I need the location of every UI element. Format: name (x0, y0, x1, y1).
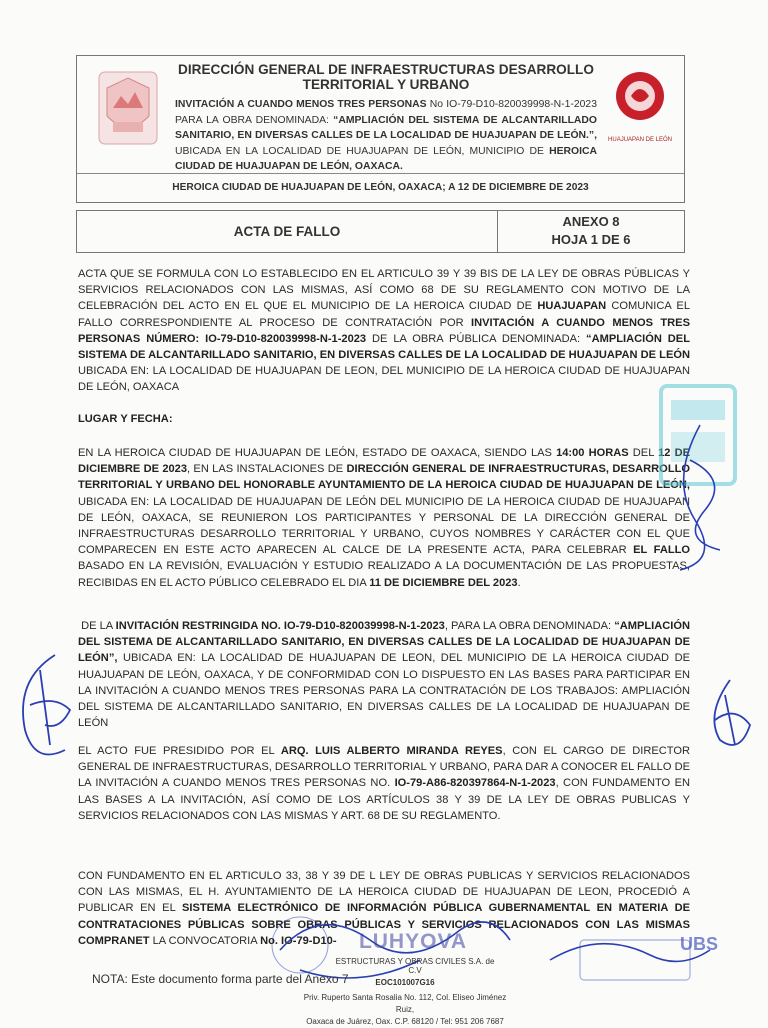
paragraph-place-date (78, 445, 690, 591)
signature-right (700, 675, 760, 755)
p4-director-name: ARQ. LUIS ALBERTO MIRANDA REYES (280, 745, 503, 757)
acta-title-box (76, 210, 685, 253)
invitation-lead: INVITACIÓN A CUANDO MENOS TRES PERSONAS (175, 99, 427, 110)
p4-text-c: , CON EL CARGO DE DIRECTOR GENERAL DE INFRAESTRUCTURAS, DESARROLLO TERRITORIAL Y URBANO, PARA DAR A CONOCER EL FALLO DE LA INVITACIÓN A CUANDO MENOS TRES PERSONAS NO. (78, 745, 690, 790)
p3-text-c: , PARA LA OBRA DENOMINADA: (444, 620, 612, 632)
huajuapan-logo (605, 68, 675, 156)
p2-time: 14:00 HORAS (556, 447, 629, 459)
p1-text-c: COMUNICA EL FALLO CORRESPONDIENTE AL PROCESO DE CONTRATACIÓN POR (78, 300, 690, 329)
company-address (300, 992, 510, 1028)
p2-text-e: , EN LAS INSTALACIONES DE (187, 463, 344, 476)
annex-number: ANEXO 8 (562, 214, 620, 229)
p1-invitation: INVITACIÓN A CUANDO MENOS TRES PERSONAS NÚMERO: IO-79-D10-820039998-N-1-2023 (78, 316, 690, 345)
address-line-2: Oaxaca de Juárez, Oax. C.P. 68120 / Tel: 951 206 7687 (306, 1017, 504, 1026)
paragraph-invitation (78, 618, 690, 731)
p2-directorate: DIRECCIÓN GENERAL DE INFRAESTRUCTURAS, DESARROLLO TERRITORIAL Y URBANO DEL HONORABLE AYUNTAMIENTO DE LA HEROICA CIUDAD DE HUAJUAPAN DE LEÓN, (78, 463, 690, 492)
p2-text-g: UBICADA EN: LA LOCALIDAD DE HUAJUAPAN DE LEÓN DEL MUNICIPIO DE LA HEROICA CIUDAD DE HUAJUAPAN DE LEÓN, OAXACA, SE REUNIERON LOS PARTICIPANTES Y PERSONAL DE LA DIRECCIÓN GENERAL DE INFRAESTRUCTURAS DESARROLLO TERRITORIAL Y URBANO, CUYOS NOMBRES Y CARÁCTER CON EL QUE COMPARECEN EN ESTE ACTO APARECEN AL CALCE DE LA PRESENTE ACTA, PARA CELEBRAR (78, 495, 690, 557)
section-lugar-fecha: LUGAR Y FECHA: (78, 413, 173, 425)
p2-date: 12 DE DICIEMBRE DE 2023 (78, 447, 690, 476)
ubs-logo-text: UBS (680, 934, 719, 954)
paragraph-presided (78, 743, 690, 824)
p1-text-a: ACTA QUE SE FORMULA CON LO ESTABLECIDO EN EL ARTICULO 39 Y 39 BIS DE LA LEY DE OBRAS PÚBLICAS Y SERVICIOS RELACIONADOS CON LAS MISMAS, ASÍ COMO 68 DE SU REGLAMENTO CON MOTIVO DE LA CELEBRACIÓN DEL ACTO EN EL QUE EL MUNICIPIO DE LA HEROICA CIUDAD DE (78, 268, 690, 313)
p4-invitation: IO-79-A86-820397864-N-1-2023 (394, 777, 556, 790)
p5-system: SISTEMA ELECTRÓNICO DE INFORMACIÓN PÚBLICA GUBERNAMENTAL EN MATERIA DE CONTRATACIONES PÚBLICAS SOBRE OBRAS PÚBLICAS Y SERVICIOS RELACIONADOS CON LAS MISMAS COMPRANET (78, 902, 690, 947)
p2-text-c: DEL (632, 447, 654, 459)
place-and-date: HEROICA CIUDAD DE HUAJUAPAN DE LEÓN, OAXACA; A 12 DE DICIEMBRE DE 2023 (172, 182, 589, 193)
p5-text-a: CON FUNDAMENTO EN EL ARTICULO 33, 38 Y 39 DE L LEY DE OBRAS PUBLICAS Y SERVICIOS RELACIONADOS CON LAS MISMAS, EL H. AYUNTAMIENTO DE LA HEROICA CIUDAD DE HUAJUAPAN DE LEON, PROCEDIÓ A PUBLICAR EN EL (78, 870, 690, 915)
document-header (76, 55, 685, 203)
p2-text-i: BASADO EN LA REVISIÓN, EVALUACIÓN Y ESTUDIO REALIZADO A LA DOCUMENTACIÓN DE LAS PROPUESTAS, RECIBIDAS EN EL ACTO PÚBLICO CELEBRADO EL DIA (78, 560, 690, 589)
footer-note: NOTA: Este documento forma parte del Anexo 7 (92, 972, 349, 986)
acta-title: ACTA DE FALLO (233, 224, 341, 239)
municipal-coat-of-arms-logo (95, 68, 161, 148)
huajuapan-logo-text: HUAJUAPAN DE LEÓN (608, 137, 672, 143)
p2-period: . (517, 576, 521, 589)
p3-text-a: DE LA (81, 620, 113, 632)
location-city: HEROICA CIUDAD DE HUAJUAPAN DE LEÓN, OAXACA. (175, 145, 597, 172)
p3-text-e: UBICADA EN: LA LOCALIDAD DE HUAJUAPAN DE LEON, DEL MUNICIPIO DE LA HEROICA CIUDAD DE HUAJUAPAN DE LEÓN, OAXACA, Y DE CONFORMIDAD CON LO DISPUESTO EN LAS BASES PARA PARTICIPAR EN LA INVITACIÓN A CUANDO MENOS TRES PERSONAS PARA LA CONTRATACIÓN DE LOS TRABAJOS: AMPLIACIÓN DEL SISTEMA DE ALCANTARILLADO SANITARIO, EN DIVERSAS CALLES DE LA LOCALIDAD DE HUAJUAPAN DE LEÓN (78, 652, 690, 730)
header-invitation (175, 97, 597, 175)
company-rfc: EOC101007G16 (375, 978, 435, 987)
invitation-mid: PARA LA OBRA DENOMINADA: (175, 114, 329, 126)
invitation-number: No IO-79-D10-820039998-N-1-2023 (429, 99, 597, 110)
p5-text-c: LA CONVOCATORIA (152, 934, 257, 947)
p4-text-e: , CON FUNDAMENTO EN LAS BASES A LA INVITACIÓN, ASÍ COMO DE LOS ARTÍCULOS 38 Y 39 DE LA LEY DE OBRAS PUBLICAS Y SERVICIOS RELACIONADOS CON LAS MISMAS Y ART. 68 DE SU REGLAMENTO. (78, 777, 690, 822)
company-subtitle: ESTRUCTURAS Y OBRAS CIVILES S.A. de C.V (335, 957, 495, 975)
p2-text-a: EN LA HEROICA CIUDAD DE HUAJUAPAN DE LEÓN, ESTADO DE OAXACA, SIENDO LAS (78, 447, 552, 459)
p1-text-g: UBICADA EN: LA LOCALIDAD DE HUAJUAPAN DE LEON, DEL MUNICIPIO DE LA HEROICA CIUDAD DE HUAJUAPAN DE LEÓN, OAXACA (78, 365, 690, 394)
header-divider (77, 173, 684, 174)
company-logo-text: LUHYOVA (358, 930, 468, 953)
page-counter: HOJA 1 DE 6 (551, 232, 631, 247)
p1-text-e: DE LA OBRA PÚBLICA DENOMINADA: (372, 332, 581, 345)
p3-work-name: “AMPLIACIÓN DEL SISTEMA DE ALCANTARILLADO SANITARIO, EN DIVERSAS CALLES DE LA LOCALIDAD DE HUAJUAPAN DE LEÓN”, (78, 620, 691, 665)
p1-city: HUAJUAPAN (537, 300, 607, 313)
p3-invitation: INVITACIÓN RESTRINGIDA NO. IO-79-D10-820039998-N-1-2023 (115, 620, 445, 632)
p2-act-date: 11 DE DICIEMBRE DEL 2023 (369, 576, 518, 589)
p4-text-a: EL ACTO FUE PRESIDIDO POR EL (78, 745, 275, 757)
location-lead: UBICADA EN LA LOCALIDAD DE HUAJUAPAN DE LEÓN, MUNICIPIO DE (175, 145, 544, 157)
p1-work-name: “AMPLIACIÓN DEL SISTEMA DE ALCANTARILLADO SANITARIO, EN DIVERSAS CALLES DE LA LOCALIDAD DE HUAJUAPAN DE LEÓN (78, 332, 690, 362)
address-line-1: Priv. Ruperto Santa Rosalia No. 112, Col. Eliseo Jiménez Ruiz, (303, 993, 507, 1014)
huajuapan-logo-mark (605, 68, 675, 132)
p2-fallo: EL FALLO (633, 544, 691, 557)
annex-info (498, 213, 684, 249)
paragraph-intro (78, 266, 690, 396)
p5-convocatoria-no: No. IO-79-D10- (260, 934, 337, 947)
work-name: “AMPLIACIÓN DEL SISTEMA DE ALCANTARILLADO SANITARIO, EN DIVERSAS CALLES DE LA LOCALIDAD DE HUAJUAPAN DE LEÓN.”, (175, 114, 598, 141)
header-title: DIRECCIÓN GENERAL DE INFRAESTRUCTURAS DESARROLLO TERRITORIAL Y URBANO (178, 62, 594, 92)
